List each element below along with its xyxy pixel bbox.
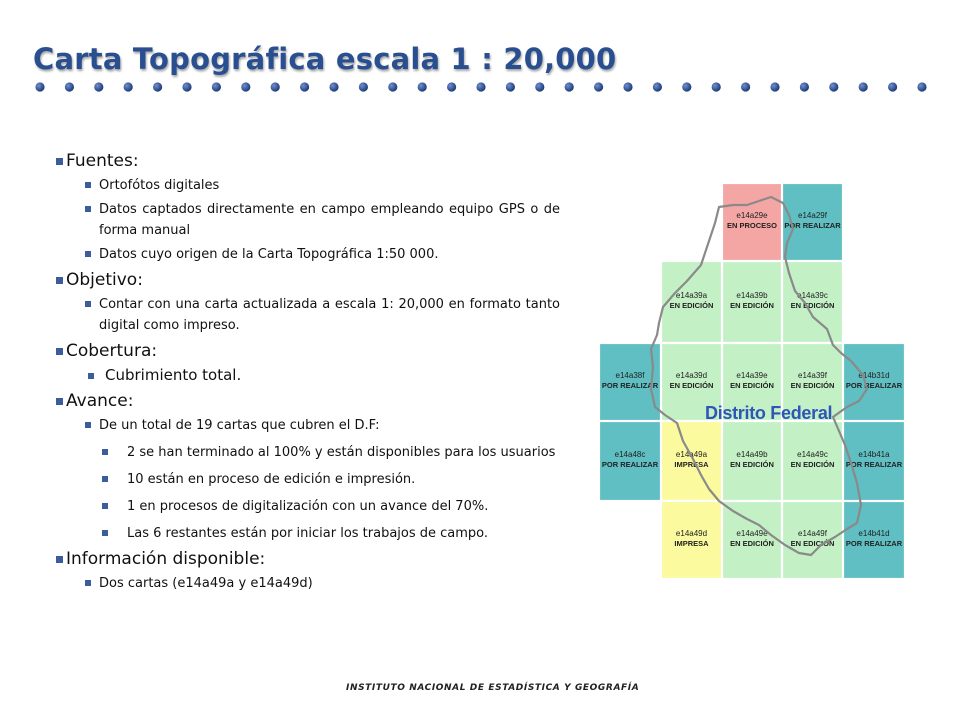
avance-subitem-1: 2 se han terminado al 100% y están disponibles para los usuarios (127, 445, 556, 460)
divider-dot (770, 82, 779, 91)
bullet-item (52, 199, 560, 241)
objetivo-heading: Objetivo: (66, 270, 143, 290)
divider-dot (300, 82, 309, 91)
map-sheet-code: e14a29e (736, 211, 768, 221)
bullet-cobertura (52, 340, 560, 362)
divider-dot (212, 82, 221, 91)
map-sheet-code: e14a39d (675, 371, 708, 381)
divider-dot (476, 82, 485, 91)
map-sheet-status: POR REALIZAR (845, 539, 903, 549)
avance-item: De un total de 19 cartas que cubren el D.F: (99, 418, 380, 433)
fuentes-item-1: Ortofótos digitales (99, 178, 220, 193)
fuentes-item-2: Datos captados directamente en campo empleando equipo GPS o de forma manual (99, 202, 560, 238)
map-sheet-code: e14a49b (736, 450, 768, 459)
divider-dot (565, 82, 574, 91)
map-sheet-status: EN EDICIÓN (790, 539, 835, 549)
map-sheet-code: e14a48c (614, 450, 646, 459)
bullet-item (52, 175, 560, 196)
map-sheet-status: EN EDICIÓN (790, 300, 835, 310)
map-sheet-status: POR REALIZAR (845, 381, 903, 391)
divider-dot (535, 82, 544, 91)
divider-dot (447, 82, 456, 91)
map-sheet-code: e14a38f (615, 371, 645, 381)
avance-heading: Avance: (66, 391, 134, 411)
bullet-marker (88, 373, 94, 379)
avance-subitem-4: Las 6 restantes están por iniciar los trabajos de campo. (127, 526, 489, 541)
bullet-item (52, 365, 560, 386)
map-sheet-status: EN EDICIÓN (790, 381, 835, 391)
map-sheet-code: e14a49c (797, 450, 828, 459)
bullet-subitem (52, 496, 560, 517)
slide-title: Carta Topográfica escala 1 : 20,000 (33, 42, 617, 76)
bullet-list (52, 146, 560, 594)
bullet-marker (56, 348, 63, 355)
bullet-marker (85, 182, 91, 188)
map-sheet-status: IMPRESA (674, 460, 709, 469)
map-sheet-status: POR REALIZAR (601, 381, 659, 391)
map-sheet-status: EN EDICIÓN (790, 460, 835, 469)
divider-dot (388, 82, 397, 91)
bullet-marker (85, 301, 91, 307)
map-sheet-code: e14a39a (675, 290, 708, 300)
divider-dot (800, 82, 809, 91)
bullet-marker (56, 277, 63, 284)
map-sheet-status: POR REALIZAR (784, 221, 841, 231)
bullet-avance (52, 390, 560, 412)
bullet-fuentes (52, 150, 560, 172)
bullet-informacion (52, 548, 560, 570)
divider-dot (271, 82, 280, 91)
bullet-item (52, 244, 560, 265)
divider-dot (94, 82, 103, 91)
bullet-marker (56, 158, 63, 165)
divider-dot (418, 82, 427, 91)
cobertura-heading: Cobertura: (66, 341, 158, 361)
divider-dot (712, 82, 721, 91)
map-sheet-status: EN EDICIÓN (669, 300, 714, 310)
bullet-marker (102, 503, 108, 509)
map-sheet-code: e14a39e (736, 371, 768, 381)
bullet-item (52, 573, 560, 594)
bullet-marker (56, 556, 63, 563)
map-sheet-status: EN EDICIÓN (730, 300, 774, 310)
map-sheet-code: e14a49a (675, 450, 708, 459)
informacion-item-1: Dos cartas (e14a49a y e14a49d) (99, 576, 313, 591)
bullet-marker (85, 251, 91, 257)
informacion-heading: Información disponible: (66, 549, 266, 569)
map-sheet-code: e14a49e (736, 529, 768, 539)
divider-dot (359, 82, 368, 91)
bullet-marker (56, 398, 63, 405)
bullet-marker (85, 422, 91, 428)
divider-dot (124, 82, 133, 91)
map-sheet-status: EN EDICIÓN (730, 381, 774, 391)
footer-institution: INSTITUTO NACIONAL DE ESTADÍSTICA Y GEOGRAFÍA (346, 683, 640, 693)
objetivo-item-1: Contar con una carta actualizada a escala 1: 20,000 en formato tanto digital como impreso. (99, 297, 560, 333)
divider-dot (65, 82, 74, 91)
bullet-marker (85, 206, 91, 212)
bullet-item (52, 294, 560, 336)
map-sheet-status: EN PROCESO (726, 221, 778, 231)
cobertura-item-1: Cubrimiento total. (105, 366, 242, 384)
map-sheet-code: e14b41d (858, 529, 890, 539)
sheet-index-map (599, 183, 907, 581)
bullet-subitem (52, 442, 560, 463)
map-sheet-code: e14a49f (798, 529, 827, 539)
bullet-item (52, 415, 560, 436)
bullet-subitem (52, 523, 560, 544)
map-sheet-status: POR REALIZAR (601, 460, 659, 469)
bullet-marker (102, 476, 108, 482)
divider-dot (888, 82, 897, 91)
map-sheet-code: e14a29f (798, 211, 827, 221)
divider-dot (741, 82, 750, 91)
avance-subitem-3: 1 en procesos de digitalización con un avance del 70%. (127, 499, 489, 514)
bullet-subitem (52, 469, 560, 490)
map-sheet-status: EN EDICIÓN (730, 460, 774, 469)
divider-dot (182, 82, 191, 91)
map-sheet-code: e14a49d (675, 529, 708, 539)
map-sheet-status: EN EDICIÓN (730, 539, 774, 549)
map-sheet-status: IMPRESA (674, 539, 709, 549)
bullet-marker (102, 530, 108, 536)
region-label: Distrito Federal (705, 403, 833, 423)
map-sheet-code: e14b41a (858, 450, 890, 459)
divider-dot (153, 82, 162, 91)
fuentes-heading: Fuentes: (66, 151, 139, 171)
map-sheet-status: POR REALIZAR (845, 460, 903, 469)
map-sheet-code: e14b31d (858, 371, 890, 381)
divider-dot (653, 82, 662, 91)
divider-dot (594, 82, 603, 91)
divider-dot (35, 82, 44, 91)
divider-dot (917, 82, 926, 91)
dotted-divider (33, 80, 933, 94)
map-sheet-status: EN EDICIÓN (669, 381, 714, 391)
divider-dot (829, 82, 838, 91)
divider-dot (682, 82, 691, 91)
divider-dot (859, 82, 868, 91)
fuentes-item-3: Datos cuyo origen de la Carta Topográfica 1:50 000. (99, 247, 439, 262)
bullet-marker (85, 580, 91, 586)
bullet-marker (102, 449, 108, 455)
map-sheet-code: e14a39f (798, 371, 827, 381)
divider-dot (506, 82, 515, 91)
divider-dot (623, 82, 632, 91)
avance-subitem-2: 10 están en proceso de edición e impresión. (127, 472, 416, 487)
map-sheet-code: e14a39b (736, 290, 768, 300)
divider-dot (241, 82, 250, 91)
map-sheet-code: e14a39c (797, 290, 828, 300)
bullet-objetivo (52, 269, 560, 291)
divider-dot (329, 82, 338, 91)
